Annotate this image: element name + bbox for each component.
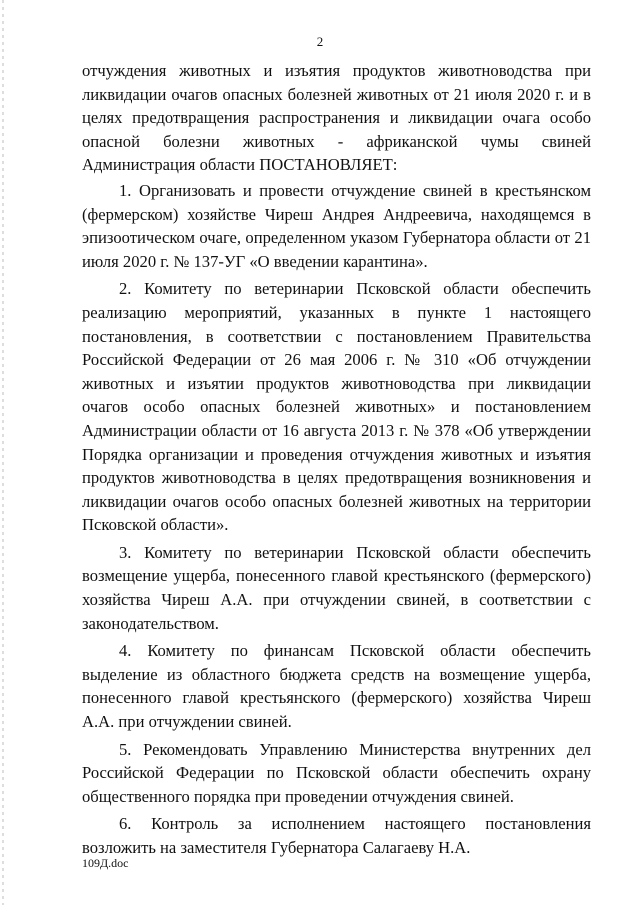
scan-edge — [2, 0, 4, 905]
intro-paragraph: отчуждения животных и изъятия продуктов животноводства при ликвидации очагов опасных болезней животных от 21 июля 2020 г. и в целях предотвращения распространения и ликвидации очага особо опасной болезни животных - африканской чумы свиней Администрация области ПОСТАНОВЛЯЕТ: — [82, 61, 591, 175]
item-6: 6. Контроль за исполнением настоящего постановления возложить на заместителя Губернатора Салагаеву Н.А. — [82, 814, 591, 857]
item-4: 4. Комитету по финансам Псковской области обеспечить выделение из областного бюджета средств на возмещение ущерба, понесенного главой крестьянского (фермерского) хозяйства Чиреш А.А. при отчуждении свиней. — [82, 641, 591, 732]
item-5: 5. Рекомендовать Управлению Министерства внутренних дел Российской Федерации по Псковской области обеспечить охрану общественного порядка при проведении отчуждения свиней. — [82, 739, 591, 806]
item-3: 3. Комитету по ветеринарии Псковской области обеспечить возмещение ущерба, понесенного главой крестьянского (фермерского) хозяйства Чиреш А.А. при отчуждении свиней, в соответствии с законодательством. — [82, 542, 591, 633]
item-2: 2. Комитету по ветеринарии Псковской области обеспечить реализацию мероприятий, указанных в пункте 1 настоящего постановления, в соответствии с постановлением Правительства Российской Федерации от 26 мая 2006 г. № 310 «Об отчуждении животных и изъятии продуктов животноводства при ликвидации очагов особо опасных болезней животных» и постановлением Администрации области от 16 августа 2013 г. № 378 «Об утверждении Порядка организации и проведения отчуждения животных и изъятия продуктов животноводства в целях предотвращения возникновения и ликвидации очагов особо опасных болезней животных на территории Псковской области». — [82, 279, 591, 535]
document-body — [82, 59, 591, 864]
file-name-footer: 109Д.doc — [82, 856, 129, 870]
item-1: 1. Организовать и провести отчуждение свиней в крестьянском (фермерском) хозяйстве Чиреш Андрея Андреевича, находящемся в эпизоотическом очаге, определенном указом Губернатора области от 21 июля 2020 г. № 137-УГ «О введении карантина». — [82, 180, 591, 271]
page-number: 2 — [316, 34, 324, 49]
